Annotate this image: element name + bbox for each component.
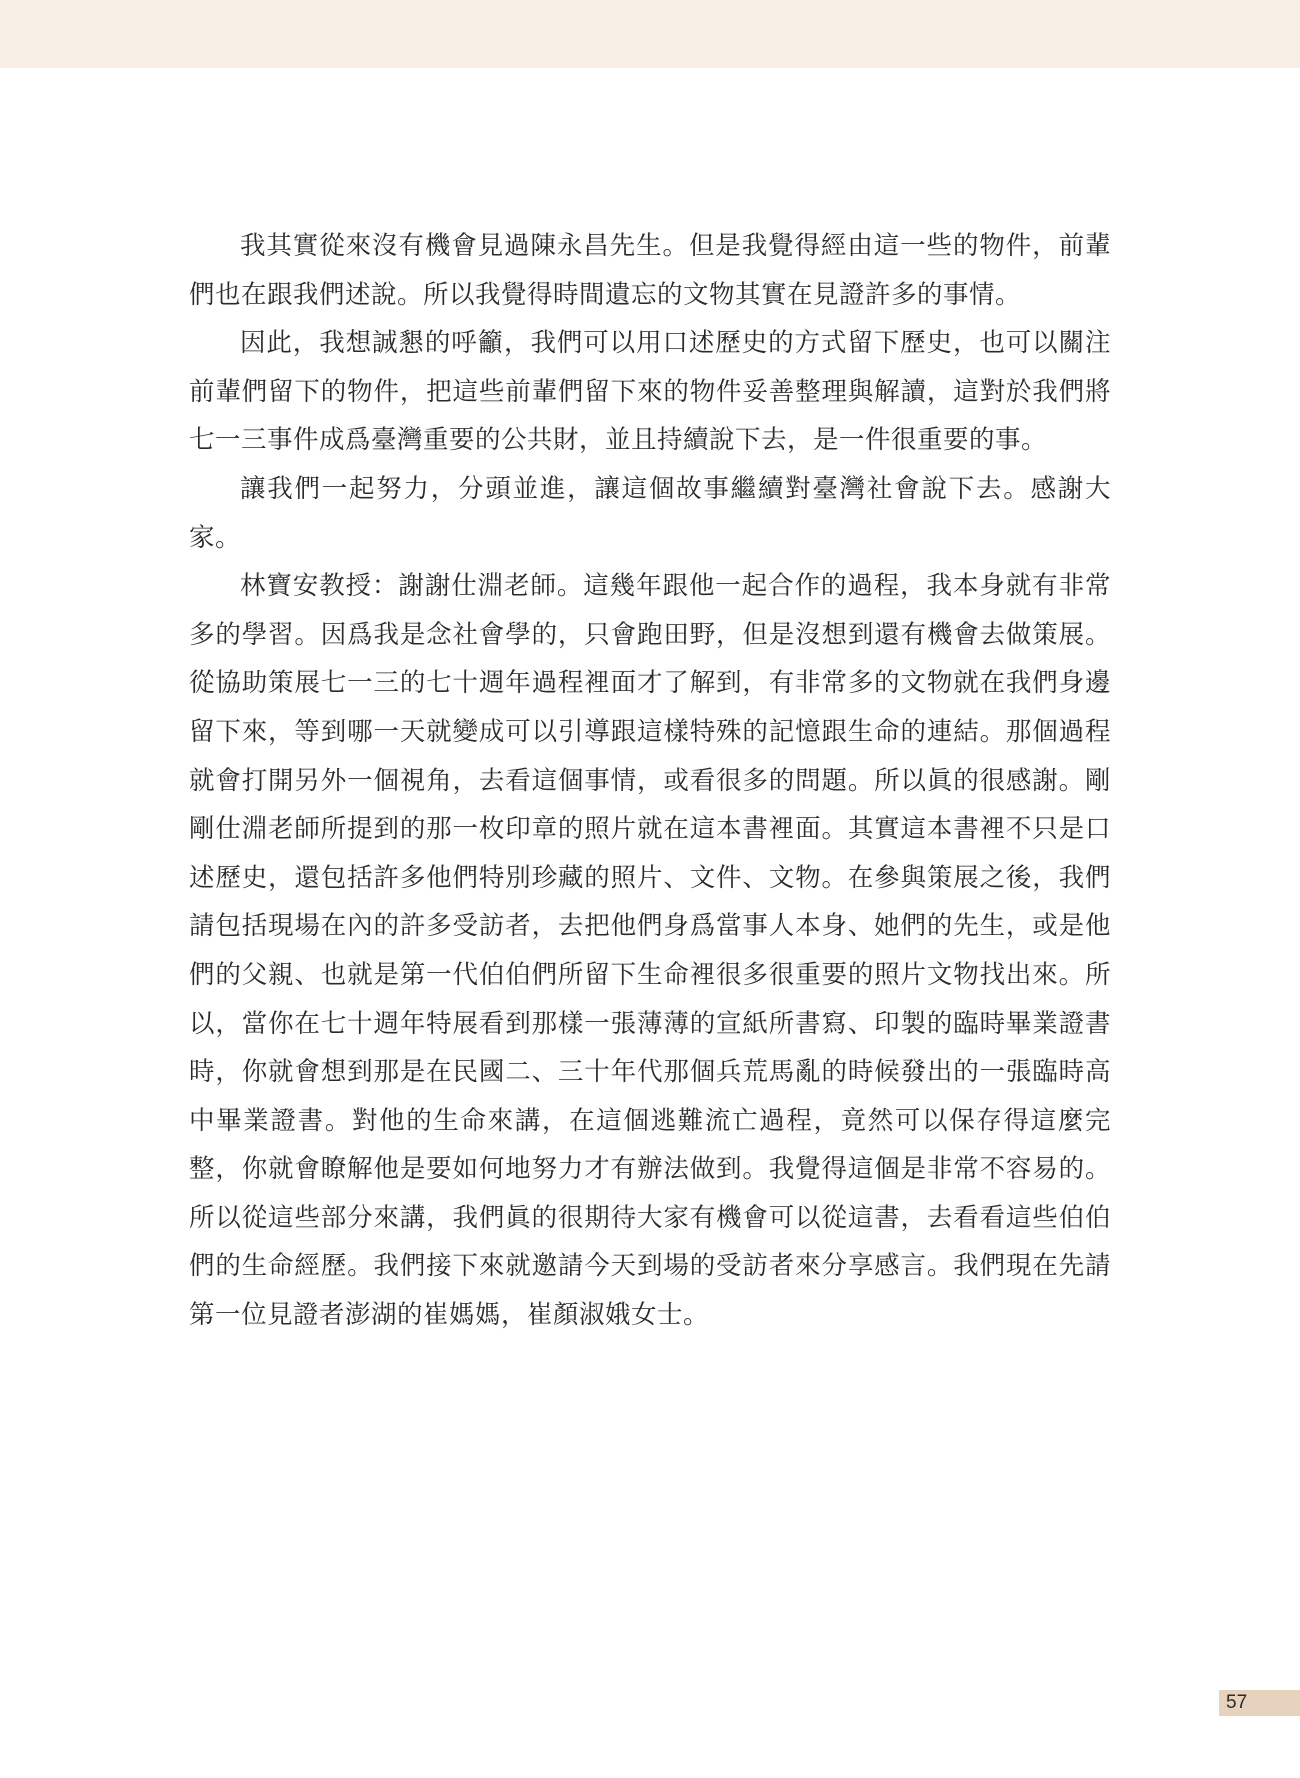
paragraph: 讓我們一起努力，分頭並進，讓這個故事繼續對臺灣社會說下去。感謝大家。 xyxy=(189,473,1111,553)
header-band xyxy=(0,0,1300,68)
page-number: 57 xyxy=(1226,1692,1248,1713)
paragraph: 因此，我想誠懇的呼籲，我們可以用口述歷史的方式留下歷史，也可以關注前輩們留下的物件，把這些前輩們留下來的物件妥善整理與解讀，這對於我們將七一三事件成爲臺灣重要的公共財，並且持續說下去，是一件很重要的事。 xyxy=(189,328,1111,456)
paragraph: 我其實從來沒有機會見過陳永昌先生。但是我覺得經由這一些的物件，前輩們也在跟我們述說。所以我覺得時間遺忘的文物其實在見證許多的事情。 xyxy=(189,231,1111,310)
paragraph: 林寶安教授：謝謝仕淵老師。這幾年跟他一起合作的過程，我本身就有非常多的學習。因爲我是念社會學的，只會跑田野，但是沒想到還有機會去做策展。從協助策展七一三的七十週年過程裡面才了解到，有非常多的文物就在我們身邊留下來，等到哪一天就變成可以引導跟這樣特殊的記憶跟生命的連結。那個過程就會打開另外一個視角，去看這個事情，或看很多的問題。所以眞的很感謝。剛剛仕淵老師所提到的那一枚印章的照片就在這本書裡面。其實這本書裡不只是口述歷史，還包括許多他們特別珍藏的照片、文件、文物。在參與策展之後，我們請包括現場在內的許多受訪者，去把他們身爲當事人本身、她們的先生，或是他們的父親、也就是第一代伯伯們所留下生命裡很多很重要的照片文物找出來。所以，當你在七十週年特展看到那樣一張薄薄的宣紙所書寫、印製的臨時畢業證書時，你就會想到那是在民國二、三十年代那個兵荒馬亂的時候發出的一張臨時高中畢業證書。對他的生命來講，在這個逃難流亡過程，竟然可以保存得這麼完整，你就會瞭解他是要如何地努力才有辦法做到。我覺得這個是非常不容易的。所以從這些部分來講，我們眞的很期待大家有機會可以從這書，去看看這些伯伯們的生命經歷。我們接下來就邀請今天到場的受訪者來分享感言。我們現在先請第一位見證者澎湖的崔媽媽，崔顏淑娥女士。 xyxy=(189,571,1111,1331)
body-text xyxy=(189,222,1111,1340)
